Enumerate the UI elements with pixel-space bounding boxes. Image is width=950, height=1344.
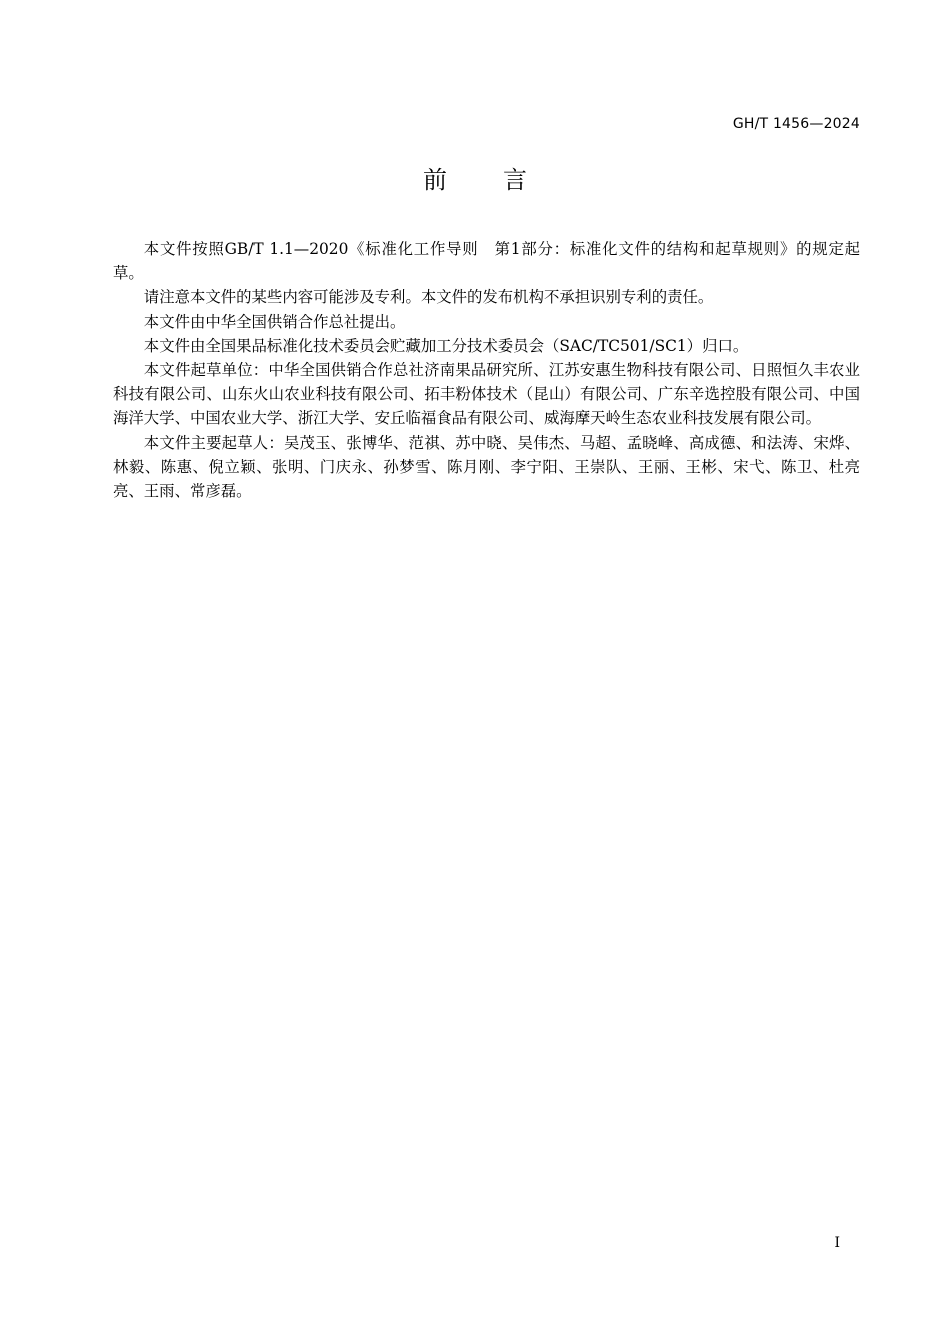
paragraph-drafting-rules: 本文件按照GB/T 1.1—2020《标准化工作导则 第1部分：标准化文件的结构和起草规则》的规定起草。 (113, 240, 860, 283)
document-code: GH/T 1456—2024 (732, 116, 860, 132)
paragraph-committee: 本文件由全国果品标准化技术委员会贮藏加工分技术委员会（SAC/TC501/SC1）归口。 (143, 336, 749, 355)
document-body (113, 237, 860, 503)
page-title: 前言 (423, 166, 583, 194)
paragraph-drafters: 本文件主要起草人：吴茂玉、张博华、范祺、苏中晓、吴伟杰、马超、孟晓峰、高成德、和法涛、宋烨、林毅、陈惠、倪立颖、张明、门庆永、孙梦雪、陈月刚、李宁阳、王崇队、王丽、王彬、宋弋、陈卫、杜亮亮、王雨、常彦磊。 (113, 433, 860, 501)
paragraph-proposer: 本文件由中华全国供销合作总社提出。 (143, 312, 406, 331)
paragraph-drafting-units: 本文件起草单位：中华全国供销合作总社济南果品研究所、江苏安惠生物科技有限公司、日照恒久丰农业科技有限公司、山东火山农业科技有限公司、拓丰粉体技术（昆山）有限公司、广东辛选控股有限公司、中国海洋大学、中国农业大学、浙江大学、安丘临福食品有限公司、威海摩天岭生态农业科技发展有限公司。 (113, 361, 860, 428)
page-number: I (834, 1235, 840, 1251)
paragraph-patent-notice: 请注意本文件的某些内容可能涉及专利。本文件的发布机构不承担识别专利的责任。 (143, 288, 714, 307)
